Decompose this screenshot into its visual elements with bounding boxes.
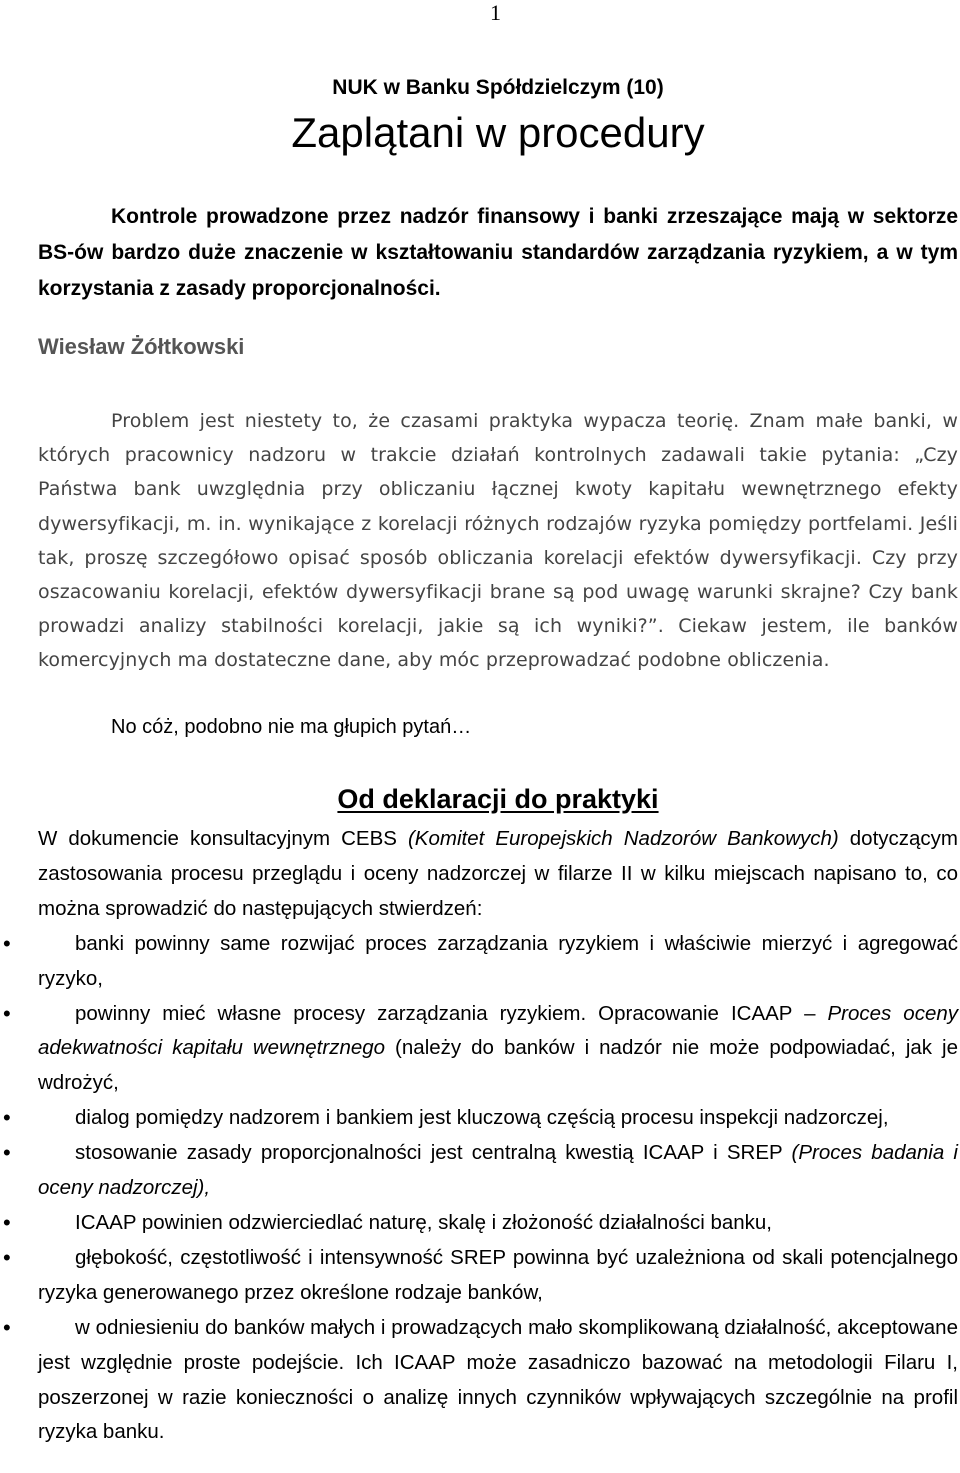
list-item-text: banki powinny same rozwijać proces zarządzania ryzykiem i właściwie mierzyć i agregować ryzyko, <box>38 931 958 990</box>
paragraph-text: dotyczącym zastosowania procesu przeglądu i oceny nadzorczej w filarze II w kilku miejscach napisano to, co można sprowadzić do następujących stwierdzeń: <box>38 827 958 920</box>
paragraph-italic: (Komitet Europejskich Nadzorów Bankowych) <box>407 827 839 850</box>
series-label: NUK w Banku Spółdzielczym (10) <box>332 76 664 99</box>
list-item <box>38 1101 958 1136</box>
list-item <box>38 997 958 1102</box>
closing-remark: No cóż, podobno nie ma głupich pytań… <box>111 716 472 738</box>
list-item <box>38 1241 958 1311</box>
author-name: Wiesław Żółtkowski <box>38 334 245 359</box>
list-item-italic: Proces oceny adekwatności kapitału wewnętrznego <box>38 1001 959 1060</box>
list-item-text: dialog pomiędzy nadzorem i bankiem jest kluczową częścią procesu inspekcji nadzorczej, <box>75 1106 889 1130</box>
intro-paragraph: Problem jest niestety to, że czasami praktyka wypacza teorię. Znam małe banki, w których pracownicy nadzoru w trakcie działań kontrolnych zadawali takie pytania: „Czy Państwa bank uwzględnia przy obliczaniu łącznej kwoty kapitału wewnętrznego efekty dywersyfikacji, m. in. wynikające z korelacji różnych rodzajów ryzyka pomiędzy portfelami. Jeśli tak, proszę szczegółowo opisać sposób obliczania korelacji efektów dywersyfikacji. Czy przy oszacowaniu korelacji, efektów dywersyfikacji brane są pod uwagę warunki skrajne? Czy bank prowadzi analizy stabilności korelacji, jakie są ich wyniki?”. Ciekaw jestem, ile banków komercyjnych ma dostateczne dane, aby móc przeprowadzać podobne obliczenia. <box>38 410 958 672</box>
section-paragraph <box>38 822 958 927</box>
article-title: Zaplątani w procedury <box>291 109 705 156</box>
list-item-text: ICAAP powinien odzwierciedlać naturę, skalę i złożoność działalności banku, <box>75 1210 772 1234</box>
paragraph-text: W dokumencie konsultacyjnym CEBS <box>38 827 408 850</box>
list-item-text: (należy do banków i nadzór nie może podpowiadać, jak je wdrożyć, <box>38 1036 958 1095</box>
article-lead: Kontrole prowadzone przez nadzór finansowy i banki zrzeszające mają w sektorze BS-ów bardzo duże znaczenie w kształtowaniu standardów zarządzania ryzykiem, a w tym korzystania z zasady proporcjonalności. <box>38 205 958 300</box>
list-item-text: głębokość, częstotliwość i intensywność SREP powinna być uzależniona od skali potencjalnego ryzyka generowanego przez określone rodzaje banków, <box>38 1245 958 1304</box>
list-item-italic: (Proces badania i oceny nadzorczej), <box>38 1141 958 1200</box>
list-item-text: stosowanie zasady proporcjonalności jest centralną kwestią ICAAP i SREP <box>75 1141 792 1165</box>
list-item <box>38 1311 958 1451</box>
list-item <box>38 1206 958 1241</box>
list-item <box>38 927 958 997</box>
section-heading: Od deklaracji do praktyki <box>337 784 659 814</box>
list-item-text: w odniesieniu do banków małych i prowadzących mało skomplikowaną działalność, akceptowane jest względnie proste podejście. Ich ICAAP może zasadniczo bazować na metodologii Filaru I, poszerzonej w razie konieczności o analizę innych czynników wpływających szczególnie na profil ryzyka banku. <box>38 1315 958 1444</box>
page-number: 1 <box>490 0 501 25</box>
list-item <box>38 1136 958 1206</box>
section-body <box>38 822 958 1450</box>
list-item-text: powinny mieć własne procesy zarządzania ryzykiem. Opracowanie ICAAP – <box>75 1001 828 1025</box>
bullet-list <box>38 927 958 1451</box>
